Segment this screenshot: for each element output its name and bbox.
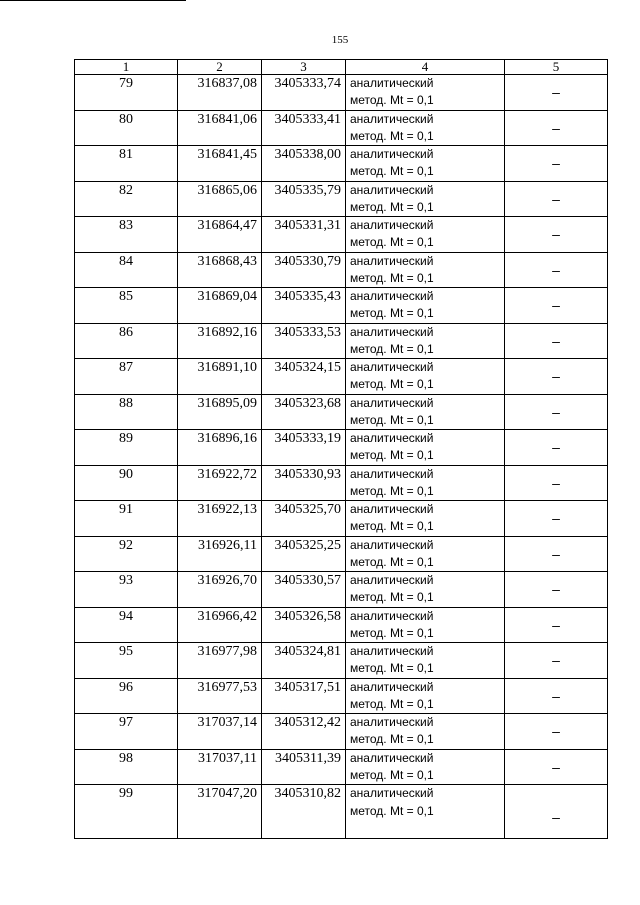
- x-coordinate-cell: 317037,14: [178, 714, 262, 750]
- table-header-row: [75, 60, 608, 75]
- method-cell: [346, 536, 505, 572]
- method-line-2: метод. Mt = 0,1: [350, 412, 434, 427]
- column-5-cell: –: [505, 430, 608, 466]
- method-cell: [346, 110, 505, 146]
- method-line-2: метод. Mt = 0,1: [350, 306, 434, 320]
- header-col-3: 3: [262, 60, 346, 75]
- y-coordinate-cell: 3405330,93: [262, 465, 346, 501]
- y-coordinate-cell: 3405323,68: [262, 394, 346, 430]
- point-number-cell: 90: [75, 465, 178, 501]
- method-cell: [346, 394, 505, 430]
- table-row: [75, 749, 608, 785]
- point-number-cell: 95: [75, 643, 178, 679]
- column-5-cell: –: [505, 643, 608, 679]
- method-line-1: аналитический: [350, 76, 434, 90]
- method-line-1: аналитический: [350, 679, 434, 694]
- x-coordinate-cell: 316895,09: [178, 394, 262, 430]
- point-number-cell: 81: [75, 146, 178, 182]
- column-5-cell: –: [505, 359, 608, 395]
- table-row: [75, 110, 608, 146]
- method-cell: [346, 501, 505, 537]
- header-col-1: 1: [75, 60, 178, 75]
- x-coordinate-cell: 316892,16: [178, 323, 262, 359]
- table-body: [75, 75, 608, 839]
- x-coordinate-cell: 316841,06: [178, 110, 262, 146]
- x-coordinate-cell: 316966,42: [178, 607, 262, 643]
- table-row: [75, 643, 608, 679]
- x-coordinate-cell: 316864,47: [178, 217, 262, 253]
- method-line-2: метод. Mt = 0,1: [350, 377, 434, 391]
- method-line-2: метод. Mt = 0,1: [350, 661, 434, 675]
- method-line-2: метод. Mt = 0,1: [350, 199, 434, 214]
- table-row: [75, 75, 608, 111]
- method-line-2: метод. Mt = 0,1: [350, 483, 434, 498]
- column-5-cell: –: [505, 572, 608, 608]
- page-number: 155: [331, 34, 349, 46]
- method-line-2: метод. Mt = 0,1: [350, 696, 434, 711]
- point-number-cell: 94: [75, 607, 178, 643]
- y-coordinate-cell: 3405317,51: [262, 678, 346, 714]
- column-5-cell: –: [505, 288, 608, 324]
- method-line-2: метод. Mt = 0,1: [350, 804, 434, 818]
- x-coordinate-cell: 316891,10: [178, 359, 262, 395]
- method-line-2: метод. Mt = 0,1: [350, 519, 434, 533]
- method-line-1: аналитический: [350, 431, 434, 445]
- method-cell: [346, 785, 505, 839]
- y-coordinate-cell: 3405335,79: [262, 181, 346, 217]
- y-coordinate-cell: 3405325,25: [262, 536, 346, 572]
- x-coordinate-cell: 316841,45: [178, 146, 262, 182]
- y-coordinate-cell: 3405324,81: [262, 643, 346, 679]
- method-cell: [346, 146, 505, 182]
- point-number-cell: 82: [75, 181, 178, 217]
- method-cell: [346, 181, 505, 217]
- point-number-cell: 79: [75, 75, 178, 111]
- column-5-cell: –: [505, 536, 608, 572]
- table-row: [75, 323, 608, 359]
- point-number-cell: 87: [75, 359, 178, 395]
- method-line-2: метод. Mt = 0,1: [350, 235, 434, 249]
- y-coordinate-cell: 3405325,70: [262, 501, 346, 537]
- method-line-1: аналитический: [350, 253, 434, 268]
- table-row: [75, 394, 608, 430]
- y-coordinate-cell: 3405335,43: [262, 288, 346, 324]
- x-coordinate-cell: 316896,16: [178, 430, 262, 466]
- x-coordinate-cell: 316922,13: [178, 501, 262, 537]
- y-coordinate-cell: 3405333,74: [262, 75, 346, 111]
- column-5-cell: –: [505, 394, 608, 430]
- method-line-1: аналитический: [350, 466, 434, 481]
- header-col-5: 5: [505, 60, 608, 75]
- y-coordinate-cell: 3405326,58: [262, 607, 346, 643]
- column-5-cell: –: [505, 146, 608, 182]
- method-line-2: метод. Mt = 0,1: [350, 767, 434, 782]
- column-5-cell: –: [505, 501, 608, 537]
- column-5-cell: –: [505, 181, 608, 217]
- method-line-2: метод. Mt = 0,1: [350, 93, 434, 107]
- method-line-1: аналитический: [350, 182, 434, 197]
- method-line-2: метод. Mt = 0,1: [350, 270, 434, 285]
- method-cell: [346, 430, 505, 466]
- top-rule: [0, 0, 186, 1]
- point-number-cell: 91: [75, 501, 178, 537]
- y-coordinate-cell: 3405331,31: [262, 217, 346, 253]
- method-line-1: аналитический: [350, 289, 434, 303]
- method-cell: [346, 359, 505, 395]
- column-5-cell: –: [505, 323, 608, 359]
- table-row: [75, 536, 608, 572]
- table-row: [75, 359, 608, 395]
- point-number-cell: 84: [75, 252, 178, 288]
- method-line-2: метод. Mt = 0,1: [350, 625, 434, 640]
- method-line-2: метод. Mt = 0,1: [350, 554, 434, 569]
- table-row: [75, 714, 608, 750]
- y-coordinate-cell: 3405311,39: [262, 749, 346, 785]
- table-row: [75, 607, 608, 643]
- column-5-cell: –: [505, 252, 608, 288]
- method-cell: [346, 714, 505, 750]
- column-5-cell: –: [505, 465, 608, 501]
- header-col-4: 4: [346, 60, 505, 75]
- y-coordinate-cell: 3405330,79: [262, 252, 346, 288]
- column-5-cell: –: [505, 785, 608, 839]
- x-coordinate-cell: 316869,04: [178, 288, 262, 324]
- method-line-1: аналитический: [350, 786, 434, 800]
- method-line-1: аналитический: [350, 218, 434, 232]
- point-number-cell: 97: [75, 714, 178, 750]
- method-line-2: метод. Mt = 0,1: [350, 448, 434, 462]
- table-row: [75, 572, 608, 608]
- method-cell: [346, 288, 505, 324]
- method-line-1: аналитический: [350, 715, 434, 729]
- method-line-2: метод. Mt = 0,1: [350, 732, 434, 746]
- x-coordinate-cell: 316865,06: [178, 181, 262, 217]
- method-cell: [346, 607, 505, 643]
- point-number-cell: 98: [75, 749, 178, 785]
- table-row: [75, 288, 608, 324]
- method-line-1: аналитический: [350, 502, 434, 516]
- method-line-2: метод. Mt = 0,1: [350, 341, 434, 356]
- table-row: [75, 501, 608, 537]
- table-row: [75, 678, 608, 714]
- header-col-2: 2: [178, 60, 262, 75]
- x-coordinate-cell: 317037,11: [178, 749, 262, 785]
- method-line-2: метод. Mt = 0,1: [350, 128, 434, 143]
- y-coordinate-cell: 3405333,41: [262, 110, 346, 146]
- point-number-cell: 92: [75, 536, 178, 572]
- column-5-cell: –: [505, 607, 608, 643]
- y-coordinate-cell: 3405338,00: [262, 146, 346, 182]
- method-cell: [346, 678, 505, 714]
- y-coordinate-cell: 3405312,42: [262, 714, 346, 750]
- x-coordinate-cell: 316977,53: [178, 678, 262, 714]
- point-number-cell: 85: [75, 288, 178, 324]
- method-cell: [346, 252, 505, 288]
- method-line-1: аналитический: [350, 324, 434, 339]
- point-number-cell: 93: [75, 572, 178, 608]
- method-line-1: аналитический: [350, 147, 434, 161]
- table-row: [75, 146, 608, 182]
- method-cell: [346, 749, 505, 785]
- method-line-2: метод. Mt = 0,1: [350, 164, 434, 178]
- column-5-cell: –: [505, 714, 608, 750]
- method-line-1: аналитический: [350, 573, 434, 587]
- method-cell: [346, 217, 505, 253]
- table-row: [75, 430, 608, 466]
- x-coordinate-cell: 316868,43: [178, 252, 262, 288]
- column-5-cell: –: [505, 75, 608, 111]
- method-cell: [346, 323, 505, 359]
- method-cell: [346, 465, 505, 501]
- method-line-1: аналитический: [350, 360, 434, 374]
- x-coordinate-cell: 316926,11: [178, 536, 262, 572]
- x-coordinate-cell: 316837,08: [178, 75, 262, 111]
- column-5-cell: –: [505, 217, 608, 253]
- method-line-1: аналитический: [350, 537, 434, 552]
- method-line-1: аналитический: [350, 111, 434, 126]
- table-row: [75, 785, 608, 839]
- point-number-cell: 88: [75, 394, 178, 430]
- point-number-cell: 83: [75, 217, 178, 253]
- y-coordinate-cell: 3405333,53: [262, 323, 346, 359]
- table-row: [75, 465, 608, 501]
- method-line-1: аналитический: [350, 395, 434, 410]
- method-line-1: аналитический: [350, 608, 434, 623]
- coordinates-table: [74, 59, 608, 839]
- y-coordinate-cell: 3405333,19: [262, 430, 346, 466]
- table-row: [75, 181, 608, 217]
- x-coordinate-cell: 316977,98: [178, 643, 262, 679]
- x-coordinate-cell: 317047,20: [178, 785, 262, 839]
- column-5-cell: –: [505, 749, 608, 785]
- point-number-cell: 99: [75, 785, 178, 839]
- y-coordinate-cell: 3405310,82: [262, 785, 346, 839]
- table-row: [75, 217, 608, 253]
- x-coordinate-cell: 316926,70: [178, 572, 262, 608]
- method-line-1: аналитический: [350, 644, 434, 658]
- point-number-cell: 89: [75, 430, 178, 466]
- method-line-1: аналитический: [350, 750, 434, 765]
- column-5-cell: –: [505, 110, 608, 146]
- y-coordinate-cell: 3405324,15: [262, 359, 346, 395]
- method-cell: [346, 643, 505, 679]
- table-row: [75, 252, 608, 288]
- point-number-cell: 86: [75, 323, 178, 359]
- point-number-cell: 96: [75, 678, 178, 714]
- method-cell: [346, 75, 505, 111]
- method-cell: [346, 572, 505, 608]
- y-coordinate-cell: 3405330,57: [262, 572, 346, 608]
- method-line-2: метод. Mt = 0,1: [350, 590, 434, 604]
- column-5-cell: –: [505, 678, 608, 714]
- point-number-cell: 80: [75, 110, 178, 146]
- x-coordinate-cell: 316922,72: [178, 465, 262, 501]
